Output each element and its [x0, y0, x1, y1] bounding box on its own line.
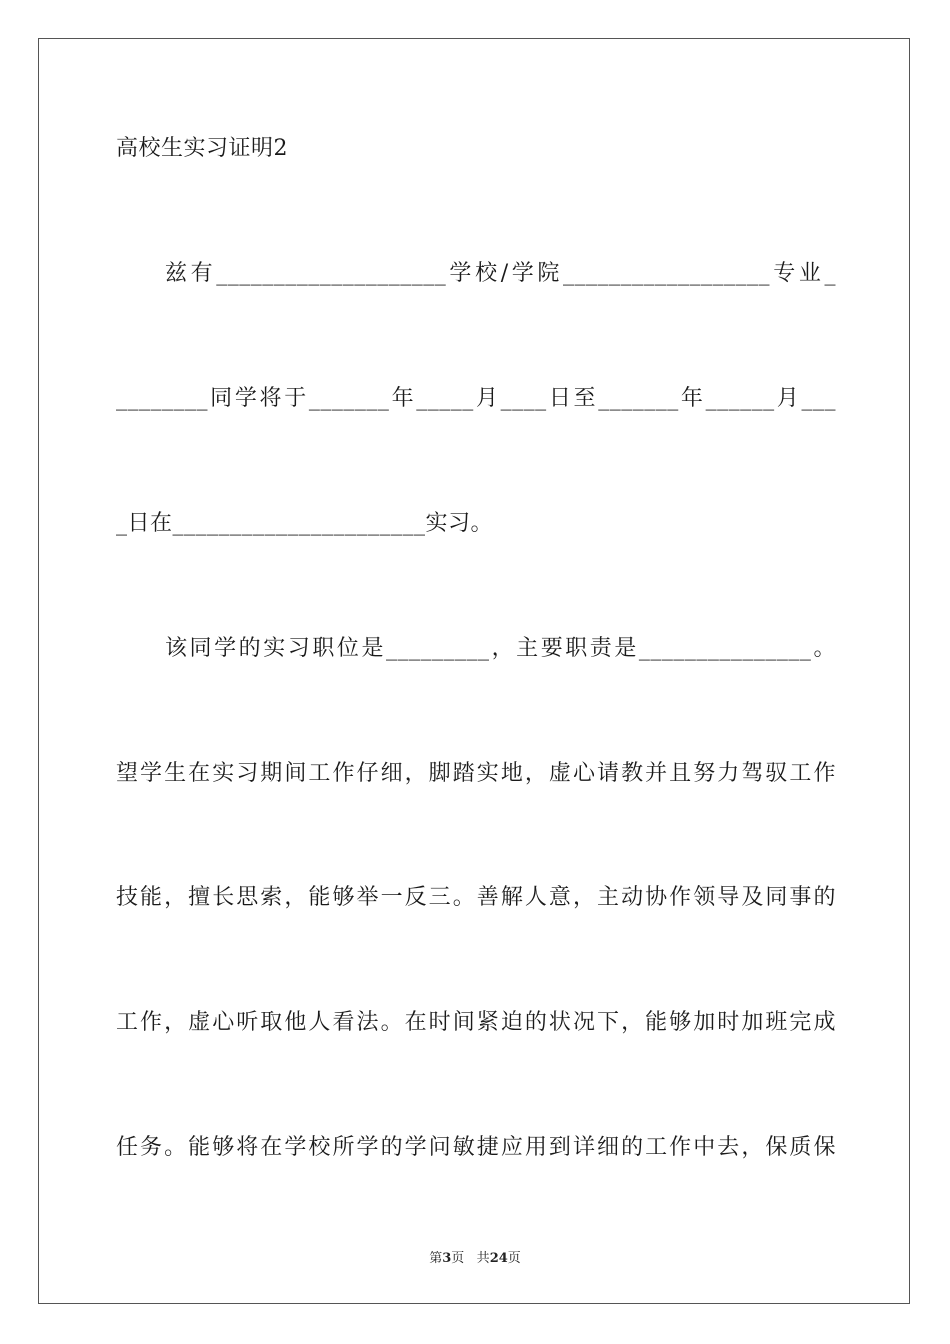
paragraph-line-4: 该同学的实习职位是_________，主要职责是_______________。 — [165, 636, 836, 661]
paragraph-line-1: 兹有____________________学校/学院__________________专业_ — [165, 261, 836, 286]
page-border — [38, 38, 910, 1304]
total-prefix: 共 — [476, 1251, 490, 1266]
paragraph-line-2: ________同学将于_______年_____月____日至_______年______月___ — [116, 386, 836, 411]
paragraph-line-5: 望学生在实习期间工作仔细，脚踏实地，虚心请教并且努力驾驭工作 — [116, 761, 836, 786]
page-suffix: 页 — [451, 1251, 465, 1266]
paragraph-line-8: 任务。能够将在学校所学的学问敏捷应用到详细的工作中去，保质保 — [116, 1135, 836, 1160]
paragraph-line-6: 技能，擅长思索，能够举一反三。善解人意，主动协作领导及同事的 — [116, 885, 836, 910]
page-footer — [0, 1247, 950, 1266]
total-pages: 24 — [489, 1251, 508, 1266]
page-number: 3 — [442, 1251, 452, 1266]
document-title: 高校生实习证明2 — [116, 136, 288, 161]
total-suffix: 页 — [507, 1251, 521, 1266]
paragraph-line-7: 工作，虚心听取他人看法。在时间紧迫的状况下，能够加时加班完成 — [116, 1010, 836, 1035]
paragraph-line-3: _日在______________________实习。 — [116, 511, 494, 536]
page-prefix: 第 — [429, 1251, 443, 1266]
